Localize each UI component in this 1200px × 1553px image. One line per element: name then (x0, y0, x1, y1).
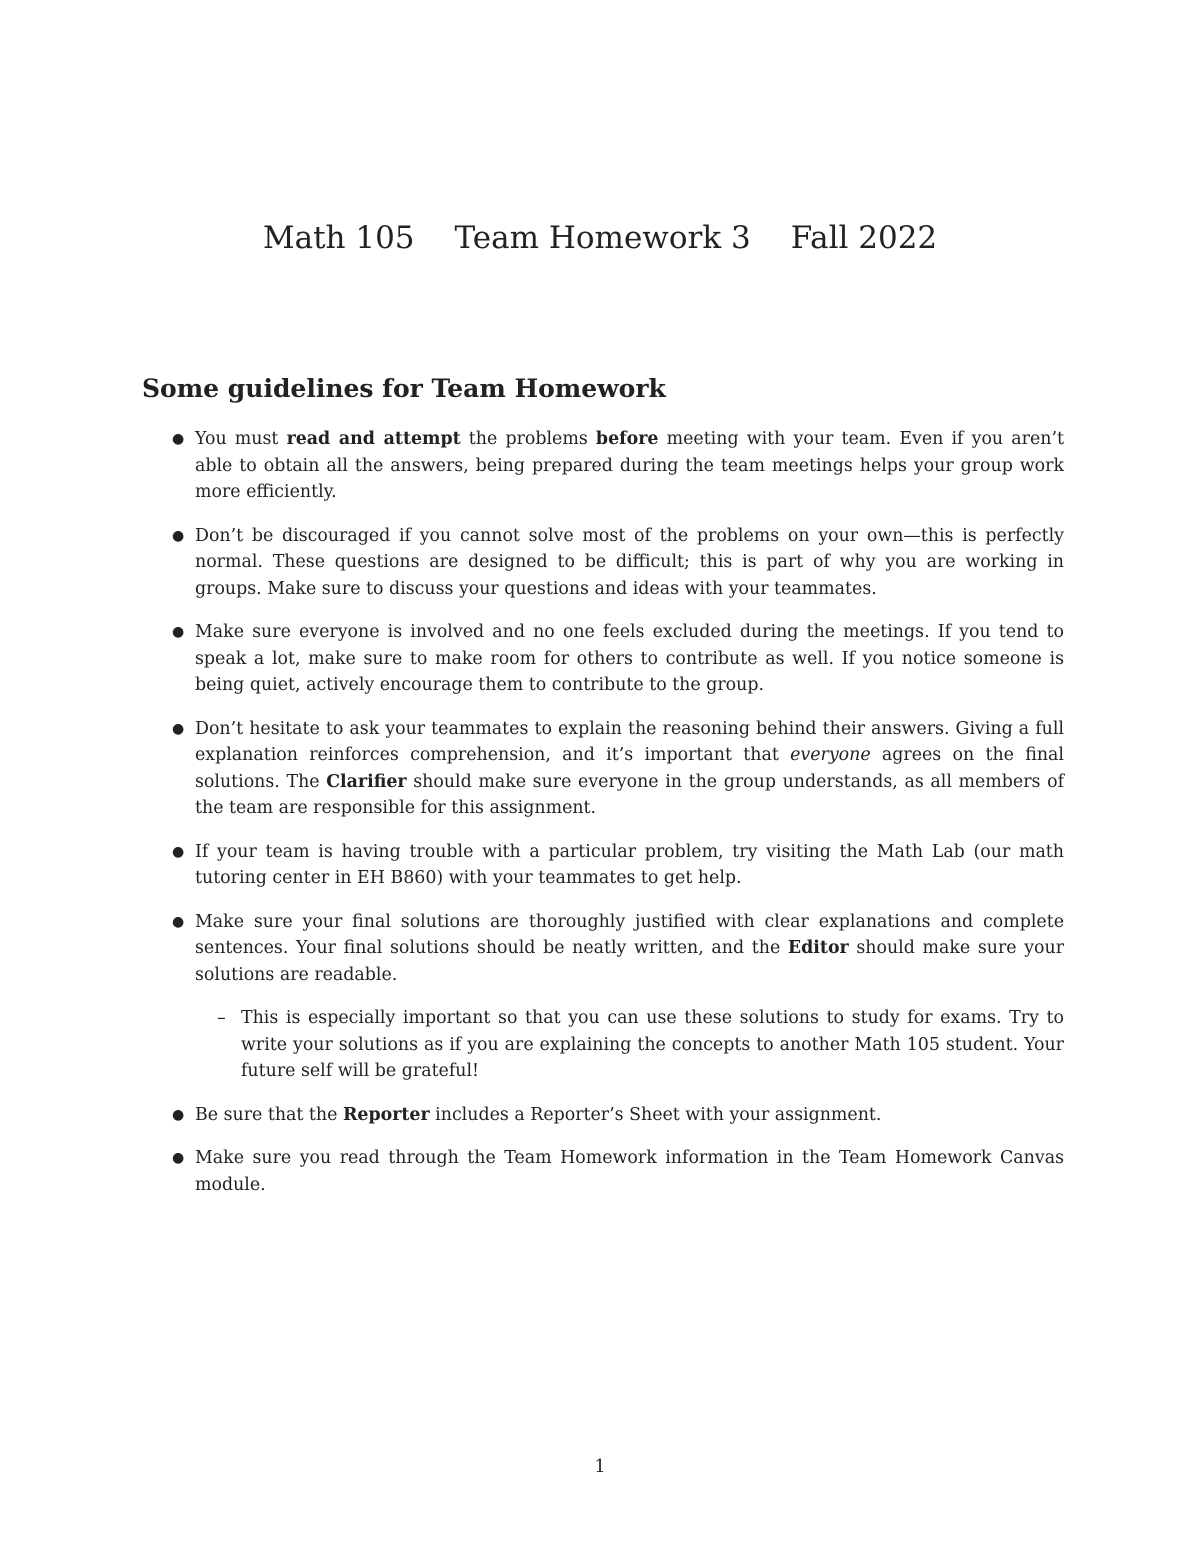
guideline-text: You must (195, 429, 287, 449)
guideline-text: meeting with your team. Even if you aren’t able to obtain all the answers, being prepared during the team meetings helps your group work more efficiently. (195, 429, 1064, 502)
guideline-text: the problems (460, 429, 596, 449)
dash-icon: – (217, 1008, 226, 1028)
guideline-text: Make sure you read through the Team Homework information in the Team Homework Canvas module. (195, 1148, 1064, 1195)
bullet-icon: ● (172, 624, 185, 640)
bullet-icon: ● (172, 1106, 185, 1123)
guideline-text: Don’t be discouraged if you cannot solve most of the problems on your own—this is perfectly normal. These questions are designed to be difficult; this is part of why you are working in groups. Make sure to discuss your questions and ideas with your teammates. (195, 525, 1064, 599)
assignment-name: Team Homework 3 (454, 220, 751, 256)
guideline-item (142, 716, 1064, 822)
guideline-text: agrees on the final solutions. The (195, 745, 1064, 792)
course-name: Math 105 (262, 220, 415, 256)
guideline-text: should make sure everyone in the group understands, as all members of the team are responsible for this assignment. (195, 771, 1065, 818)
guideline-item (142, 523, 1064, 603)
guideline-text: Make sure your final solutions are thoroughly justified with clear explanations and complete sentences. Your final solutions should be neatly written, and the (195, 911, 1064, 958)
role-editor: Editor (787, 938, 849, 958)
role-clarifier: Clarifier (326, 771, 407, 792)
guideline-item (142, 909, 1064, 1085)
sub-item-text: This is especially important so that you can use these solutions to study for exams. Try to write your solutions as if you are explaining the concepts to another Math 105 student. Your future self will be grateful! (241, 1008, 1064, 1081)
guideline-item (142, 1102, 1064, 1129)
bullet-icon: ● (172, 527, 185, 544)
key-term: before (595, 429, 659, 449)
section-heading: Some guidelines for Team Homework (142, 374, 666, 403)
guideline-item (142, 839, 1064, 892)
term-name: Fall 2022 (790, 220, 938, 256)
guidelines-list (142, 426, 1064, 1215)
guideline-text: If your team is having trouble with a particular problem, try visiting the Math Lab (our math tutoring center in EH B860) with your teammates to get help. (195, 841, 1064, 888)
key-term: read and attempt (286, 429, 461, 449)
bullet-icon: ● (172, 913, 185, 930)
guideline-text: Be sure that the (195, 1104, 343, 1125)
page-number: 1 (594, 1457, 606, 1477)
bullet-icon: ● (172, 720, 185, 737)
guideline-text: includes a Reporter’s Sheet with your assignment. (429, 1104, 882, 1125)
bullet-icon: ● (172, 843, 185, 860)
guideline-item (142, 619, 1064, 699)
sub-list (195, 1005, 1064, 1085)
guideline-item (142, 426, 1064, 506)
sub-item (195, 1005, 1064, 1085)
bullet-icon: ● (172, 1150, 185, 1166)
guideline-text: Make sure everyone is involved and no one feels excluded during the meetings. If you tend to speak a lot, make sure to make room for others to contribute as well. If you notice someone is being quiet, actively encourage them to contribute to the group. (195, 622, 1064, 695)
bullet-icon: ● (172, 431, 185, 447)
guideline-text: Don’t hesitate to ask your teammates to explain the reasoning behind their answers. Giving a full explanation reinforces comprehension, and it’s important that (195, 718, 1064, 765)
document-title (0, 218, 1200, 258)
guideline-item (142, 1145, 1064, 1198)
role-reporter: Reporter (342, 1104, 430, 1125)
guideline-text: should make sure your solutions are readable. (195, 938, 1065, 985)
emphasis-text: everyone (790, 745, 871, 765)
